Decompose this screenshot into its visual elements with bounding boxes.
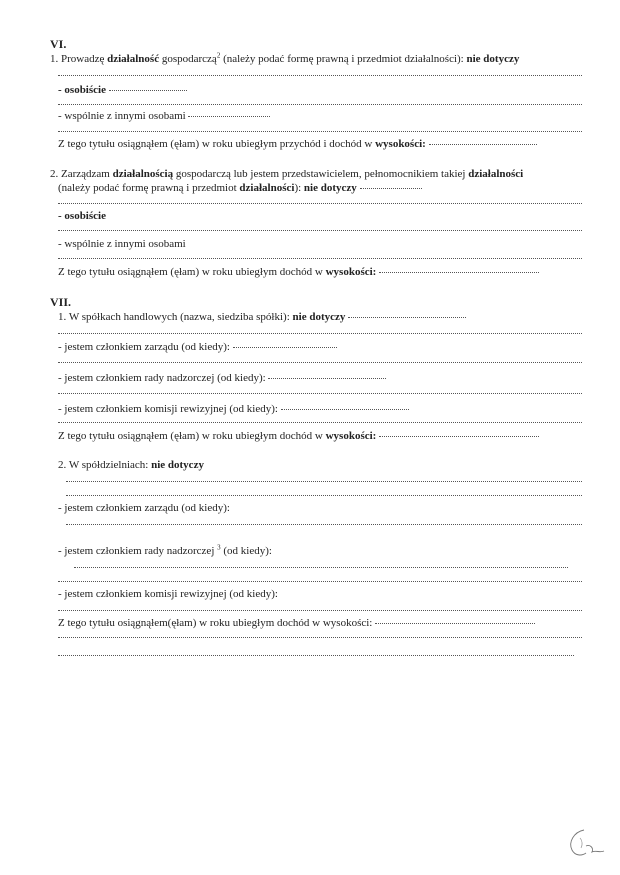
s6-item2-line1 bbox=[50, 168, 523, 181]
not-applicable-label: nie dotyczy bbox=[303, 182, 357, 194]
s7-rada-line bbox=[58, 372, 386, 385]
item-number: 2. bbox=[50, 168, 59, 180]
fill-line bbox=[58, 104, 582, 105]
fill-line bbox=[58, 258, 582, 259]
s7-item2-line bbox=[58, 459, 204, 472]
footnote-ref: 2 bbox=[216, 51, 221, 60]
s6-dochod1-line bbox=[58, 138, 537, 151]
s6-item1-line bbox=[50, 53, 519, 66]
income-label: Z tego tytułu osiągnąłem(ęłam) w roku ubiegłym dochód w wysokości: bbox=[58, 617, 373, 629]
s6-osobiscie-line bbox=[58, 84, 187, 97]
fill-line bbox=[375, 623, 535, 624]
income-label: Z tego tytułu osiągnąłem (ęłam) w roku ubiegłym dochód w bbox=[58, 266, 326, 278]
osobiscie-label: - osobiście bbox=[58, 84, 106, 96]
fill-line bbox=[58, 637, 582, 638]
text-segment: W spółdzielniach: bbox=[68, 459, 152, 471]
amount-label: wysokości: bbox=[325, 266, 377, 278]
text-bold: działalność bbox=[107, 53, 160, 65]
amount-label: wysokości: bbox=[375, 138, 426, 150]
item-number: 1. bbox=[50, 53, 59, 65]
audit-committee-label: - jestem członkiem komisji rewizyjnej (od kiedy): bbox=[58, 403, 278, 415]
fill-line bbox=[58, 333, 582, 334]
income-label: Z tego tytułu osiągnąłem (ęłam) w roku ubiegłym dochód w bbox=[58, 430, 326, 442]
s6-wspolnie-line bbox=[58, 110, 270, 123]
fill-line bbox=[281, 409, 409, 410]
fill-line bbox=[66, 524, 582, 525]
fill-line bbox=[429, 144, 537, 145]
text-segment: Prowadzę bbox=[61, 53, 108, 65]
fill-line bbox=[268, 378, 386, 379]
fill-line bbox=[66, 495, 582, 496]
income-label: Z tego tytułu osiągnąłem (ęłam) w roku ubiegłym przychód i dochód w bbox=[58, 138, 376, 150]
fill-line bbox=[66, 481, 582, 482]
s7-komisja2-line: - jestem członkiem komisji rewizyjnej (od kiedy): bbox=[58, 588, 278, 600]
s7-item1-line bbox=[58, 311, 466, 324]
s6-wspolnie2-line: - wspólnie z innymi osobami bbox=[58, 238, 186, 250]
amount-label: wysokości: bbox=[325, 430, 377, 442]
text-segment: (należy podać formę prawną i przedmiot bbox=[58, 182, 240, 194]
fill-line bbox=[360, 188, 422, 189]
fill-line bbox=[58, 393, 582, 394]
text-segment: (należy podać formę prawną i przedmiot działalności): bbox=[220, 53, 467, 65]
not-applicable-label: nie dotyczy bbox=[466, 53, 520, 65]
fill-line bbox=[188, 116, 270, 117]
text-segment: gospodarczą lub jestem przedstawicielem, pełnomocnikiem takiej bbox=[173, 168, 469, 180]
signature-initials bbox=[560, 820, 610, 865]
fill-line bbox=[58, 610, 582, 611]
item-number: 2. bbox=[58, 459, 67, 471]
text-segment: W spółkach handlowych (nazwa, siedziba spółki): bbox=[68, 311, 293, 323]
fill-line bbox=[74, 567, 568, 568]
not-applicable-label: nie dotyczy bbox=[151, 459, 204, 471]
s6-dochod2-line bbox=[58, 266, 539, 279]
text-bold: działalności bbox=[239, 182, 295, 194]
fill-line bbox=[58, 422, 582, 423]
footnote-ref: 3 bbox=[217, 543, 221, 552]
section-vii-heading: VII. bbox=[50, 295, 72, 309]
fill-line bbox=[58, 75, 582, 76]
s7-rada2-line bbox=[58, 545, 272, 558]
fill-line bbox=[58, 230, 582, 231]
text-segment: gospodarczą bbox=[159, 53, 217, 65]
fill-line bbox=[58, 581, 582, 582]
text-segment: (od kiedy): bbox=[220, 545, 272, 557]
supervisory-board-label: - jestem członkiem rady nadzorczej (od kiedy): bbox=[58, 372, 266, 384]
fill-line bbox=[233, 347, 337, 348]
s6-item2-line2 bbox=[58, 182, 422, 195]
board-member-label: - jestem członkiem zarządu (od kiedy): bbox=[58, 341, 230, 353]
s7-dochod-line bbox=[58, 430, 539, 443]
wspolnie-label: - wspólnie z innymi osobami bbox=[58, 110, 186, 122]
section-vi-heading: VI. bbox=[50, 37, 67, 51]
fill-line bbox=[379, 436, 539, 437]
fill-line bbox=[109, 90, 187, 91]
s7-zarzad2-line: - jestem członkiem zarządu (od kiedy): bbox=[58, 502, 230, 514]
s7-komisja-line bbox=[58, 403, 409, 416]
supervisory-board-label: - jestem członkiem rady nadzorczej bbox=[58, 545, 218, 557]
fill-line bbox=[58, 203, 582, 204]
fill-line bbox=[58, 655, 574, 656]
item-number: 1. bbox=[58, 311, 67, 323]
s7-dochod2-line bbox=[58, 617, 535, 630]
s6-osobiscie2-line: - osobiście bbox=[58, 210, 106, 222]
fill-line bbox=[379, 272, 539, 273]
fill-line bbox=[348, 317, 466, 318]
fill-line bbox=[58, 362, 582, 363]
text-bold: działalności bbox=[468, 168, 524, 180]
not-applicable-label: nie dotyczy bbox=[292, 311, 346, 323]
s7-zarzad-line bbox=[58, 341, 337, 354]
fill-line bbox=[58, 131, 582, 132]
text-segment: Zarządzam bbox=[61, 168, 113, 180]
text-bold: działalnością bbox=[112, 168, 174, 180]
text-segment: ): bbox=[294, 182, 304, 194]
